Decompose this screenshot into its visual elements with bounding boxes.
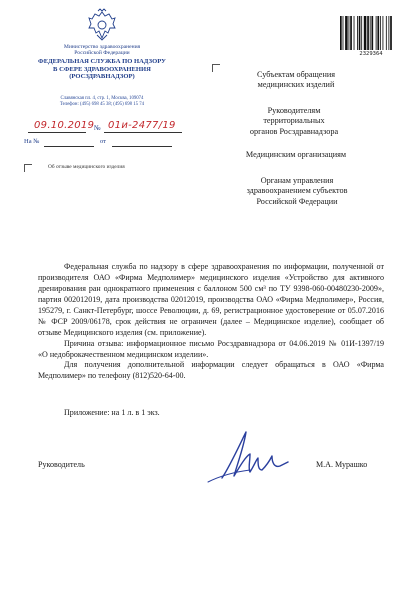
number-underline <box>104 132 182 133</box>
recipient-line: Органам управления <box>260 176 334 185</box>
phone-line: Телефон: (495) 698 45 38; (495) 698 15 74 <box>59 101 145 107</box>
body-paragraph: Федеральная служба по надзору в сфере здравоохранения по информации, полученной от производителя ОАО «Фирма Медполимер» медицинского изделия «Устройство для активного дренирования ран однократного применения с баллоном 500 см³ по ТУ 9398-060-00480230-2009», партия 002012019, дата производства 02012019, производства ОАО «Фирма Медполимер», Россия, 195279, г. Санкт-Петербург, шоссе Революции, д. 69, регистрационное удостоверение от 05.07.2016 № ФСР 2009/06178, срок действия не ограничен (далее – Медицинское изделие), сообщает об отзыве Медицинского изделия (см. приложение). <box>38 262 384 337</box>
address-line: Славянская пл. 4, стр. 1, Москва, 109074 <box>60 96 144 101</box>
recipient-line: медицинских изделий <box>257 80 335 90</box>
appendix-note: Приложение: на 1 л. в 1 экз. <box>64 408 160 417</box>
coat-of-arms-emblem-icon <box>86 8 118 42</box>
barcode-bar <box>371 16 373 50</box>
barcode-bar <box>386 16 387 50</box>
barcode <box>340 16 402 50</box>
signer-role: Руководитель <box>38 460 85 469</box>
ministry-name <box>22 44 182 57</box>
barcode-number: 2329364 <box>359 51 383 57</box>
reference-line <box>24 138 184 148</box>
barcode-bar <box>377 16 379 50</box>
recipient-line: здравоохранением субъектов <box>246 186 348 196</box>
outgoing-number-line <box>24 122 184 136</box>
barcode-bar <box>340 16 342 50</box>
barcode-bar <box>345 16 348 50</box>
subject-corner-mark <box>24 164 32 172</box>
barcode-bar <box>383 16 384 50</box>
barcode-bar <box>390 16 392 50</box>
recipient-block <box>222 176 372 207</box>
recipient-line: Субъектам обращения <box>257 70 335 79</box>
body-paragraph: Для получения дополнительной информации следует обращаться в ОАО «Фирма Медполимер» по телефону (812)520-64-00. <box>38 360 384 381</box>
barcode-bar <box>357 16 358 50</box>
number-label: № <box>94 124 101 132</box>
signer-name: М.А. Мурашко <box>316 460 368 469</box>
service-name <box>22 58 182 81</box>
barcode-bar <box>367 16 369 50</box>
address-corner-mark <box>212 64 220 72</box>
ref-date-underline <box>112 146 172 147</box>
recipient-block <box>224 106 364 137</box>
service-line: (РОСЗДРАВНАДЗОР) <box>69 73 135 81</box>
barcode-bar <box>359 16 361 50</box>
barcode-bar <box>349 16 350 50</box>
recipient-line: Руководителям <box>267 106 321 115</box>
ref-from-label: от <box>100 138 107 145</box>
service-address <box>22 96 182 107</box>
barcode-bar <box>350 16 352 50</box>
barcode-bar <box>376 16 377 50</box>
handwritten-number: 01и-2477/19 <box>108 120 176 131</box>
barcode-bar <box>361 16 362 50</box>
date-underline <box>28 132 86 133</box>
recipient-block <box>226 70 366 91</box>
barcode-bar <box>364 16 367 50</box>
barcode-bar <box>388 16 389 50</box>
recipient-block <box>226 150 366 160</box>
body-paragraph: Причина отзыва: информационное письмо Росздравнадзора от 04.06.2019 № 01И-1397/19 «О недоброкачественном медицинском изделии». <box>38 338 384 359</box>
ref-number-underline <box>44 146 94 147</box>
recipient-line: Российской Федерации <box>256 196 338 206</box>
letter-subject: Об отзыве медицинского изделия <box>48 164 125 170</box>
service-line: В СФЕРЕ ЗДРАВООХРАНЕНИЯ <box>53 65 151 73</box>
letter-body <box>38 262 384 382</box>
ministry-line: Российской Федерации <box>74 50 130 57</box>
barcode-bar <box>343 16 344 50</box>
handwritten-signature <box>200 426 290 486</box>
recipient-line: Медицинским организациям <box>245 150 347 159</box>
ref-number-label: На № <box>24 138 40 145</box>
handwritten-date: 09.10.2019 <box>34 120 95 131</box>
barcode-bar <box>370 16 371 50</box>
recipient-line: органов Росздравнадзора <box>249 126 339 136</box>
recipient-line: территориальных <box>263 116 325 126</box>
barcode-bar <box>380 16 381 50</box>
ministry-line: Министерство здравоохранения <box>63 44 141 50</box>
barcode-bar <box>354 16 355 50</box>
service-line: ФЕДЕРАЛЬНАЯ СЛУЖБА ПО НАДЗОРУ <box>38 58 166 65</box>
